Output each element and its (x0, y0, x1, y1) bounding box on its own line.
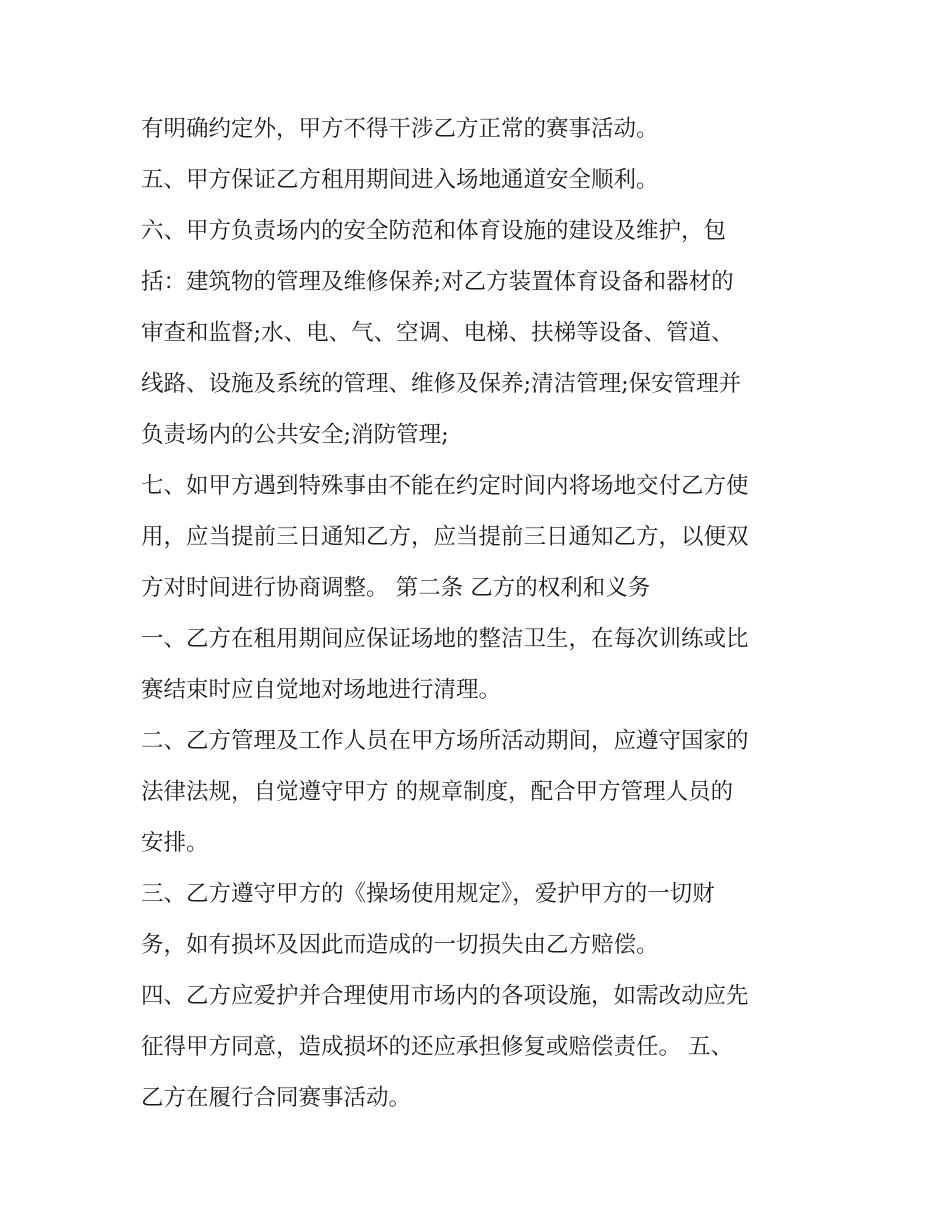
text-line: 法律法规，自觉遵守甲方 的规章制度，配合甲方管理人员的 (141, 779, 734, 805)
text-line: 用，应当提前三日通知乙方，应当提前三日通知乙方，以便双 (141, 524, 749, 550)
text-line: 五、甲方保证乙方租用期间进入场地通道安全顺利。 (141, 167, 659, 193)
text-line: 一、乙方在租用期间应保证场地的整洁卫生，在每次训练或比 (141, 626, 749, 652)
text-line: 线路、设施及系统的管理、维修及保养;清洁管理;保安管理并 (141, 371, 742, 397)
text-line: 有明确约定外，甲方不得干涉乙方正常的赛事活动。 (141, 116, 659, 142)
text-line: 四、乙方应爱护并合理使用市场内的各项设施，如需改动应先 (141, 983, 749, 1009)
text-line: 二、乙方管理及工作人员在甲方场所活动期间，应遵守国家的 (141, 728, 749, 754)
text-line: 六、甲方负责场内的安全防范和体育设施的建设及维护，包 (141, 218, 727, 244)
text-line: 三、乙方遵守甲方的《操场使用规定》，爱护甲方的一切财 (141, 881, 715, 907)
text-line: 审查和监督;水、电、气、空调、电梯、扶梯等设备、管道、 (141, 320, 734, 346)
text-line: 征得甲方同意，造成损坏的还应承担修复或赔偿责任。 五、 (141, 1034, 734, 1060)
text-line: 负责场内的公共安全;消防管理; (141, 422, 449, 448)
text-line: 务，如有损坏及因此而造成的一切损失由乙方赔偿。 (141, 932, 659, 958)
document-body (141, 104, 821, 1124)
text-line: 括：建筑物的管理及维修保养;对乙方装置体育设备和器材的 (141, 269, 734, 295)
text-line: 乙方在履行合同赛事活动。 (141, 1085, 412, 1111)
text-line: 安排。 (141, 830, 209, 856)
text-line: 赛结束时应自觉地对场地进行清理。 (141, 677, 502, 703)
text-line: 七、如甲方遇到特殊事由不能在约定时间内将场地交付乙方使 (141, 473, 749, 499)
text-line: 方对时间进行协商调整。 第二条 乙方的权利和义务 (141, 575, 651, 601)
